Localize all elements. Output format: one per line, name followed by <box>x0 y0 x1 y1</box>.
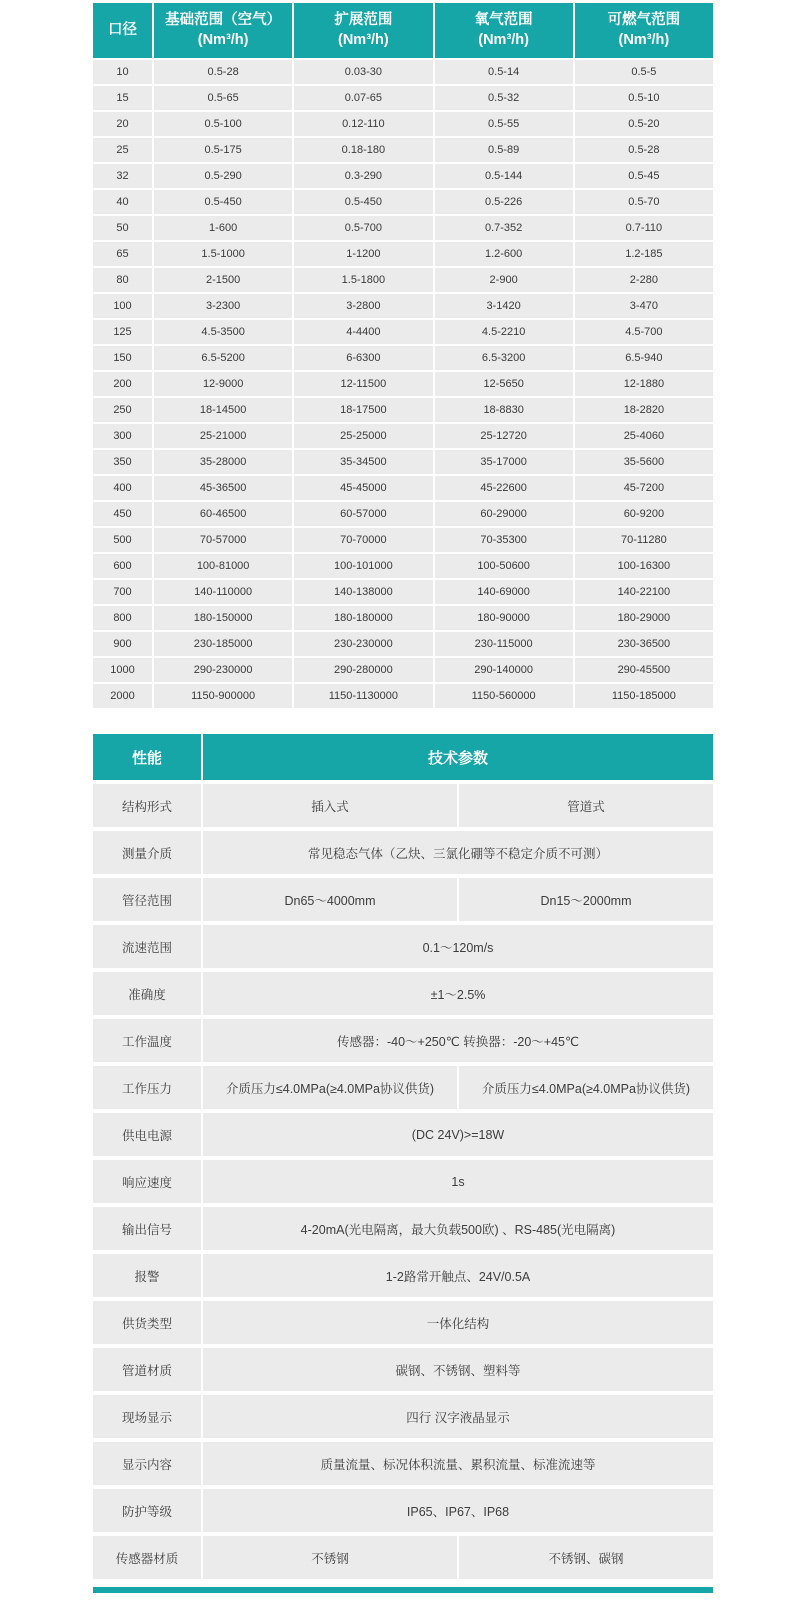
range-cell: 60-57000 <box>294 502 434 526</box>
range-cell: 4.5-2210 <box>435 320 575 344</box>
spec-row <box>93 1348 713 1391</box>
diameter-cell: 300 <box>93 424 154 448</box>
range-cell: 0.5-89 <box>435 138 575 162</box>
range-cell: 12-1880 <box>575 372 713 396</box>
range-cell: 60-46500 <box>154 502 294 526</box>
table-row <box>93 372 713 396</box>
spec-row <box>93 1066 713 1109</box>
range-cell: 100-81000 <box>154 554 294 578</box>
table-row <box>93 320 713 344</box>
range-cell: 35-34500 <box>294 450 434 474</box>
range-cell: 0.5-100 <box>154 112 294 136</box>
diameter-cell: 800 <box>93 606 154 630</box>
table-row <box>93 398 713 422</box>
spec-value: 插入式 <box>203 784 457 827</box>
range-cell: 35-28000 <box>154 450 294 474</box>
spec-value: 1s <box>203 1160 713 1203</box>
range-cell: 140-110000 <box>154 580 294 604</box>
spec-value: 4-20mA(光电隔离，最大负载500欧) 、RS-485(光电隔离) <box>203 1207 713 1250</box>
diameter-cell: 500 <box>93 528 154 552</box>
range-cell: 180-90000 <box>435 606 575 630</box>
range-cell: 6.5-940 <box>575 346 713 370</box>
spec-row <box>93 831 713 874</box>
diameter-cell: 2000 <box>93 684 154 708</box>
bottom-accent-bar <box>93 1587 713 1593</box>
range-cell: 180-150000 <box>154 606 294 630</box>
range-cell: 0.03-30 <box>294 60 434 84</box>
range-cell: 25-25000 <box>294 424 434 448</box>
range-cell: 1.5-1800 <box>294 268 434 292</box>
range-cell: 18-2820 <box>575 398 713 422</box>
range-cell: 45-36500 <box>154 476 294 500</box>
table-row <box>93 138 713 162</box>
range-cell: 2-1500 <box>154 268 294 292</box>
range-cell: 0.5-450 <box>294 190 434 214</box>
range-cell: 3-2300 <box>154 294 294 318</box>
range-cell: 35-17000 <box>435 450 575 474</box>
column-header: 可燃气范围 (Nm³/h) <box>575 3 713 58</box>
spec-value: 介质压力≤4.0MPa(≥4.0MPa协议供货) <box>457 1066 713 1109</box>
spec-label: 结构形式 <box>93 784 203 827</box>
tech-params-table <box>93 734 713 1579</box>
range-cell: 180-29000 <box>575 606 713 630</box>
table-row <box>93 346 713 370</box>
range-cell: 0.5-175 <box>154 138 294 162</box>
range-cell: 0.5-144 <box>435 164 575 188</box>
range-cell: 1.2-600 <box>435 242 575 266</box>
spec-value: 介质压力≤4.0MPa(≥4.0MPa协议供货) <box>203 1066 457 1109</box>
spec-label: 工作压力 <box>93 1066 203 1109</box>
spec-row <box>93 1019 713 1062</box>
table-row <box>93 632 713 656</box>
range-cell: 290-140000 <box>435 658 575 682</box>
table-row <box>93 190 713 214</box>
diameter-cell: 10 <box>93 60 154 84</box>
diameter-cell: 25 <box>93 138 154 162</box>
table-row <box>93 450 713 474</box>
range-cell: 45-22600 <box>435 476 575 500</box>
range-cell: 0.5-5 <box>575 60 713 84</box>
spec-row <box>93 1301 713 1344</box>
table-row <box>93 476 713 500</box>
spec-label: 报警 <box>93 1254 203 1297</box>
range-cell: 0.7-110 <box>575 216 713 240</box>
range-cell: 0.5-55 <box>435 112 575 136</box>
diameter-cell: 600 <box>93 554 154 578</box>
range-cell: 6-6300 <box>294 346 434 370</box>
spec-row <box>93 784 713 827</box>
range-cell: 230-230000 <box>294 632 434 656</box>
range-cell: 0.5-65 <box>154 86 294 110</box>
spec-row <box>93 1207 713 1250</box>
column-header: 基础范围（空气） (Nm³/h) <box>154 3 294 58</box>
range-cell: 0.5-226 <box>435 190 575 214</box>
diameter-cell: 65 <box>93 242 154 266</box>
range-cell: 35-5600 <box>575 450 713 474</box>
spec-label: 传感器材质 <box>93 1536 203 1579</box>
spec-value: ±1～2.5% <box>203 972 713 1015</box>
spec-value: 管道式 <box>457 784 713 827</box>
table-row <box>93 554 713 578</box>
range-cell: 140-138000 <box>294 580 434 604</box>
range-cell: 290-45500 <box>575 658 713 682</box>
range-cell: 0.5-450 <box>154 190 294 214</box>
spec-label: 响应速度 <box>93 1160 203 1203</box>
spec-row <box>93 1489 713 1532</box>
range-cell: 12-11500 <box>294 372 434 396</box>
spec-label: 管道材质 <box>93 1348 203 1391</box>
range-cell: 0.07-65 <box>294 86 434 110</box>
range-cell: 70-11280 <box>575 528 713 552</box>
flow-range-table-body <box>93 60 713 708</box>
spec-label: 管径范围 <box>93 878 203 921</box>
range-cell: 45-45000 <box>294 476 434 500</box>
diameter-cell: 20 <box>93 112 154 136</box>
spec-label: 准确度 <box>93 972 203 1015</box>
spec-row <box>93 972 713 1015</box>
table-row <box>93 294 713 318</box>
range-cell: 6.5-5200 <box>154 346 294 370</box>
spec-label: 输出信号 <box>93 1207 203 1250</box>
spec-row <box>93 1113 713 1156</box>
range-cell: 2-280 <box>575 268 713 292</box>
column-header: 扩展范围 (Nm³/h) <box>294 3 434 58</box>
range-cell: 0.5-28 <box>575 138 713 162</box>
diameter-cell: 900 <box>93 632 154 656</box>
range-cell: 12-9000 <box>154 372 294 396</box>
tech-params-table-body <box>93 784 713 1579</box>
range-cell: 18-17500 <box>294 398 434 422</box>
spec-value: 不锈钢、碳钢 <box>457 1536 713 1579</box>
diameter-cell: 50 <box>93 216 154 240</box>
range-cell: 3-1420 <box>435 294 575 318</box>
range-cell: 100-50600 <box>435 554 575 578</box>
table-row <box>93 606 713 630</box>
spec-row <box>93 1536 713 1579</box>
tech-params-column-header: 技术参数 <box>203 734 713 780</box>
range-cell: 0.18-180 <box>294 138 434 162</box>
range-cell: 0.5-45 <box>575 164 713 188</box>
spec-row <box>93 1442 713 1485</box>
column-header: 氧气范围 (Nm³/h) <box>435 3 575 58</box>
diameter-cell: 80 <box>93 268 154 292</box>
spec-value: (DC 24V)>=18W <box>203 1113 713 1156</box>
spec-value: 质量流量、标况体积流量、累积流量、标准流速等 <box>203 1442 713 1485</box>
spec-value: 0.1～120m/s <box>203 925 713 968</box>
table-row <box>93 528 713 552</box>
spec-value: 一体化结构 <box>203 1301 713 1344</box>
column-header: 口径 <box>93 3 154 58</box>
table-row <box>93 658 713 682</box>
diameter-cell: 32 <box>93 164 154 188</box>
range-cell: 1150-560000 <box>435 684 575 708</box>
spec-row <box>93 925 713 968</box>
table-row <box>93 424 713 448</box>
range-cell: 0.5-700 <box>294 216 434 240</box>
diameter-cell: 1000 <box>93 658 154 682</box>
range-cell: 45-7200 <box>575 476 713 500</box>
spec-value: 1-2路常开触点、24V/0.5A <box>203 1254 713 1297</box>
range-cell: 230-115000 <box>435 632 575 656</box>
spec-value: 碳钢、不锈钢、塑料等 <box>203 1348 713 1391</box>
spec-label: 供电电源 <box>93 1113 203 1156</box>
range-cell: 4-4400 <box>294 320 434 344</box>
diameter-cell: 100 <box>93 294 154 318</box>
diameter-cell: 200 <box>93 372 154 396</box>
range-cell: 290-280000 <box>294 658 434 682</box>
table-row <box>93 242 713 266</box>
spec-value: 常见稳态气体（乙炔、三氯化硼等不稳定介质不可测） <box>203 831 713 874</box>
range-cell: 3-2800 <box>294 294 434 318</box>
spec-label: 显示内容 <box>93 1442 203 1485</box>
range-cell: 0.5-290 <box>154 164 294 188</box>
diameter-cell: 15 <box>93 86 154 110</box>
range-cell: 18-8830 <box>435 398 575 422</box>
range-cell: 1.5-1000 <box>154 242 294 266</box>
range-cell: 1.2-185 <box>575 242 713 266</box>
diameter-cell: 250 <box>93 398 154 422</box>
range-cell: 12-5650 <box>435 372 575 396</box>
range-cell: 70-70000 <box>294 528 434 552</box>
range-cell: 70-57000 <box>154 528 294 552</box>
flow-range-table <box>93 0 713 708</box>
range-cell: 0.3-290 <box>294 164 434 188</box>
range-cell: 6.5-3200 <box>435 346 575 370</box>
diameter-cell: 350 <box>93 450 154 474</box>
table-row <box>93 580 713 604</box>
range-cell: 3-470 <box>575 294 713 318</box>
range-cell: 0.5-28 <box>154 60 294 84</box>
range-cell: 25-21000 <box>154 424 294 448</box>
range-cell: 0.5-32 <box>435 86 575 110</box>
spec-value: Dn65～4000mm <box>203 878 457 921</box>
range-cell: 230-36500 <box>575 632 713 656</box>
diameter-cell: 150 <box>93 346 154 370</box>
range-cell: 100-101000 <box>294 554 434 578</box>
diameter-cell: 40 <box>93 190 154 214</box>
table-row <box>93 164 713 188</box>
range-cell: 0.7-352 <box>435 216 575 240</box>
range-cell: 290-230000 <box>154 658 294 682</box>
spec-row <box>93 1395 713 1438</box>
spec-value: Dn15～2000mm <box>457 878 713 921</box>
spec-value: 传感器：-40～+250℃ 转换器：-20～+45℃ <box>203 1019 713 1062</box>
range-cell: 1150-185000 <box>575 684 713 708</box>
range-cell: 25-4060 <box>575 424 713 448</box>
range-cell: 4.5-700 <box>575 320 713 344</box>
spec-label: 现场显示 <box>93 1395 203 1438</box>
range-cell: 230-185000 <box>154 632 294 656</box>
performance-column-header: 性能 <box>93 734 203 780</box>
diameter-cell: 125 <box>93 320 154 344</box>
spec-label: 工作温度 <box>93 1019 203 1062</box>
range-cell: 180-180000 <box>294 606 434 630</box>
table-row <box>93 502 713 526</box>
range-cell: 0.5-10 <box>575 86 713 110</box>
range-cell: 140-69000 <box>435 580 575 604</box>
range-cell: 1-600 <box>154 216 294 240</box>
table-row <box>93 684 713 708</box>
range-cell: 140-22100 <box>575 580 713 604</box>
diameter-cell: 450 <box>93 502 154 526</box>
range-cell: 0.5-70 <box>575 190 713 214</box>
spec-row <box>93 878 713 921</box>
spec-value: 四行 汉字液晶显示 <box>203 1395 713 1438</box>
range-cell: 100-16300 <box>575 554 713 578</box>
spec-label: 供货类型 <box>93 1301 203 1344</box>
table-row <box>93 268 713 292</box>
range-cell: 18-14500 <box>154 398 294 422</box>
range-cell: 1150-1130000 <box>294 684 434 708</box>
range-cell: 1150-900000 <box>154 684 294 708</box>
table-row <box>93 216 713 240</box>
table-row <box>93 86 713 110</box>
flow-range-table-header <box>93 3 713 58</box>
range-cell: 60-9200 <box>575 502 713 526</box>
range-cell: 60-29000 <box>435 502 575 526</box>
spec-value: 不锈钢 <box>203 1536 457 1579</box>
diameter-cell: 700 <box>93 580 154 604</box>
range-cell: 0.5-14 <box>435 60 575 84</box>
range-cell: 0.12-110 <box>294 112 434 136</box>
spec-label: 防护等级 <box>93 1489 203 1532</box>
range-cell: 25-12720 <box>435 424 575 448</box>
spec-row <box>93 1254 713 1297</box>
range-cell: 2-900 <box>435 268 575 292</box>
spec-row <box>93 1160 713 1203</box>
range-cell: 70-35300 <box>435 528 575 552</box>
diameter-cell: 400 <box>93 476 154 500</box>
table-row <box>93 112 713 136</box>
range-cell: 1-1200 <box>294 242 434 266</box>
spec-label: 流速范围 <box>93 925 203 968</box>
range-cell: 0.5-20 <box>575 112 713 136</box>
table-row <box>93 60 713 84</box>
range-cell: 4.5-3500 <box>154 320 294 344</box>
spec-label: 测量介质 <box>93 831 203 874</box>
tech-params-table-header <box>93 734 713 780</box>
spec-value: IP65、IP67、IP68 <box>203 1489 713 1532</box>
